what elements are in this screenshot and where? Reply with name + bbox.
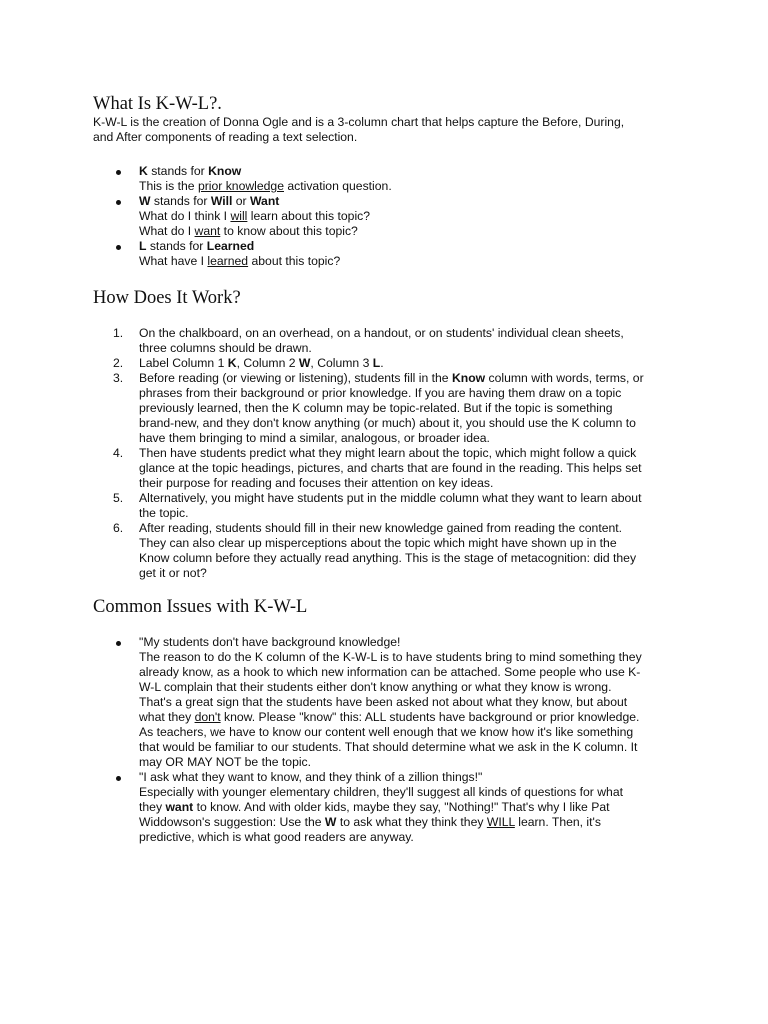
text-line [139, 356, 683, 371]
bold-term: L [372, 356, 381, 370]
item-number: 6. [113, 521, 124, 535]
text-line [139, 446, 683, 461]
underlined-term: WILL [486, 815, 515, 829]
text-line [139, 401, 683, 416]
text-line [139, 224, 683, 239]
kwl-bullet-list [93, 164, 683, 269]
text-run: Widdowson's suggestion: Use the [139, 815, 325, 829]
text-run: three columns should be drawn. [139, 341, 312, 355]
text-line [139, 800, 683, 815]
underlined-term: want [194, 224, 221, 238]
text-run: What do I think I [139, 209, 231, 223]
text-run: have them bringing to mind a similar, analogous, or broader idea. [139, 431, 490, 445]
text-run: know. Please "know" this: ALL students have background or prior knowledge. [220, 710, 640, 724]
text-run: previously learned, then the K column may be topic-related. But if the topic is something [139, 401, 613, 415]
text-line [139, 371, 683, 386]
text-run: What have I [139, 254, 208, 268]
text-run: activation question. [283, 179, 392, 193]
text-run: about this topic? [248, 254, 341, 268]
text-line [139, 710, 683, 725]
bold-term: K [139, 164, 148, 178]
bold-term: Know [208, 164, 242, 178]
text-line [139, 386, 683, 401]
text-run: what they [139, 710, 195, 724]
bold-term: W [139, 194, 151, 208]
text-line [139, 341, 683, 356]
text-line [139, 740, 683, 755]
bullet-dot-icon [116, 641, 121, 646]
bullet-dot-icon [116, 200, 121, 205]
text-line [139, 650, 683, 665]
text-run: On the chalkboard, on an overhead, on a handout, or on students' individual clean sheets, [139, 326, 624, 340]
heading-how-does-it-work: How Does It Work? [93, 288, 241, 308]
numbered-item [93, 356, 683, 371]
text-line [139, 785, 683, 800]
text-run: "I ask what they want to know, and they think of a zillion things!" [139, 770, 483, 784]
heading-common-issues: Common Issues with K-W-L [93, 597, 308, 617]
bullet-dot-icon [116, 245, 121, 250]
text-line [139, 521, 683, 536]
text-run: , Column 3 [310, 356, 373, 370]
text-run: They can also clear up misperceptions about the topic which might have shown up in the [139, 536, 617, 550]
text-run: glance at the topic headings, pictures, and charts that are found in the reading. This helps set [139, 461, 642, 475]
text-line [139, 566, 683, 581]
bold-term: L [139, 239, 147, 253]
text-run: the topic. [139, 506, 189, 520]
underlined-term: will [230, 209, 248, 223]
text-line [139, 770, 683, 785]
text-run: stands for [150, 194, 211, 208]
text-run: to know about this topic? [220, 224, 358, 238]
text-run: learn. Then, it's [514, 815, 601, 829]
text-line [139, 326, 683, 341]
text-line [139, 179, 683, 194]
underlined-term: don't [194, 710, 221, 724]
text-line [139, 194, 683, 209]
text-run: "My students don't have background knowledge! [139, 635, 401, 649]
text-run: predictive, which is what good readers are anyway. [139, 830, 414, 844]
underlined-term: learned [207, 254, 249, 268]
bold-term: K [227, 356, 237, 370]
text-run: As teachers, we have to know our content well enough that we know how it's like something [139, 725, 634, 739]
text-line [139, 755, 683, 770]
text-run: , Column 2 [236, 356, 299, 370]
bullet-dot-icon [116, 776, 121, 781]
text-run: W-L complain that their students either don't know anything or what they know is wrong. [139, 680, 612, 694]
item-number: 5. [113, 491, 124, 505]
bullet-dot-icon [116, 170, 121, 175]
text-line [139, 536, 683, 551]
bold-term: W [298, 356, 311, 370]
text-run: learn about this topic? [247, 209, 371, 223]
text-line [139, 695, 683, 710]
text-run: that would be familiar to our students. That should determine what we ask in the K column. It [139, 740, 638, 754]
item-number: 1. [113, 326, 124, 340]
text-line [139, 665, 683, 680]
numbered-item [93, 446, 683, 491]
text-line [139, 491, 683, 506]
issues-bullet-list [93, 635, 683, 845]
text-line [139, 635, 683, 650]
numbered-item [93, 521, 683, 581]
text-line [139, 815, 683, 830]
bullet-item [93, 239, 683, 269]
intro-line: and After components of reading a text selection. [93, 130, 358, 144]
bold-term: want [165, 800, 194, 814]
text-line [139, 725, 683, 740]
bold-term: W [324, 815, 337, 829]
steps-numbered-list [93, 326, 683, 581]
text-run: Then have students predict what they might learn about the topic, which might follow a quick [139, 446, 637, 460]
text-line [139, 551, 683, 566]
text-run: they [139, 800, 166, 814]
numbered-item [93, 326, 683, 356]
intro-line: K-W-L is the creation of Donna Ogle and is a 3-column chart that helps capture the Before, During, [93, 115, 625, 129]
bold-term: Will [210, 194, 233, 208]
text-run: Know column before they actually read anything. This is the stage of metacognition: did they [139, 551, 637, 565]
text-run: may OR MAY NOT be the topic. [139, 755, 312, 769]
text-run: phrases from their background or prior knowledge. If you are having them draw on a topic [139, 386, 622, 400]
numbered-item [93, 491, 683, 521]
text-run: This is the [139, 179, 198, 193]
text-line [139, 239, 683, 254]
text-line [139, 431, 683, 446]
text-line [139, 476, 683, 491]
text-line [139, 164, 683, 179]
text-run: or [232, 194, 250, 208]
item-number: 4. [113, 446, 124, 460]
text-line [139, 506, 683, 521]
bullet-item [93, 635, 683, 770]
text-run: to ask what they think they [336, 815, 487, 829]
numbered-item [93, 371, 683, 446]
text-line [139, 254, 683, 269]
text-run: . [380, 356, 384, 370]
text-run: The reason to do the K column of the K-W-L is to have students bring to mind something they [139, 650, 642, 664]
text-run: to know. And with older kids, maybe they say, "Nothing!" That's why I like Pat [193, 800, 610, 814]
text-line [139, 830, 683, 845]
text-line [139, 416, 683, 431]
text-run: column with words, terms, or [485, 371, 644, 385]
text-run: get it or not? [139, 566, 207, 580]
text-run: Label Column 1 [139, 356, 228, 370]
bold-term: Want [249, 194, 280, 208]
item-number: 2. [113, 356, 124, 370]
bullet-item [93, 164, 683, 194]
bold-term: Know [451, 371, 486, 385]
text-run: After reading, students should fill in their new knowledge gained from reading the content. [139, 521, 623, 535]
bullet-item [93, 770, 683, 845]
text-run: brand-new, and they don't know anything (or much) about it, you should use the K column to [139, 416, 636, 430]
text-run: That's a great sign that the students have been asked not about what they know, but about [139, 695, 628, 709]
text-run: Alternatively, you might have students put in the middle column what they want to learn about [139, 491, 642, 505]
text-run: stands for [146, 239, 207, 253]
text-run: Especially with younger elementary children, they'll suggest all kinds of questions for what [139, 785, 623, 799]
text-run: What do I [139, 224, 195, 238]
text-line [139, 680, 683, 695]
text-line [139, 209, 683, 224]
text-run: already know, as a hook to which new information can be attached. Some people who use K- [139, 665, 641, 679]
bold-term: Learned [206, 239, 255, 253]
item-number: 3. [113, 371, 124, 385]
text-run: their purpose for reading and focuses their attention on key ideas. [139, 476, 494, 490]
bullet-item [93, 194, 683, 239]
underlined-term: prior knowledge [197, 179, 284, 193]
heading-what-is-kwl: What Is K-W-L?. [93, 94, 222, 114]
intro-paragraph [93, 115, 668, 145]
text-run: stands for [147, 164, 209, 178]
text-line [139, 461, 683, 476]
text-run: Before reading (or viewing or listening), students fill in the [139, 371, 452, 385]
